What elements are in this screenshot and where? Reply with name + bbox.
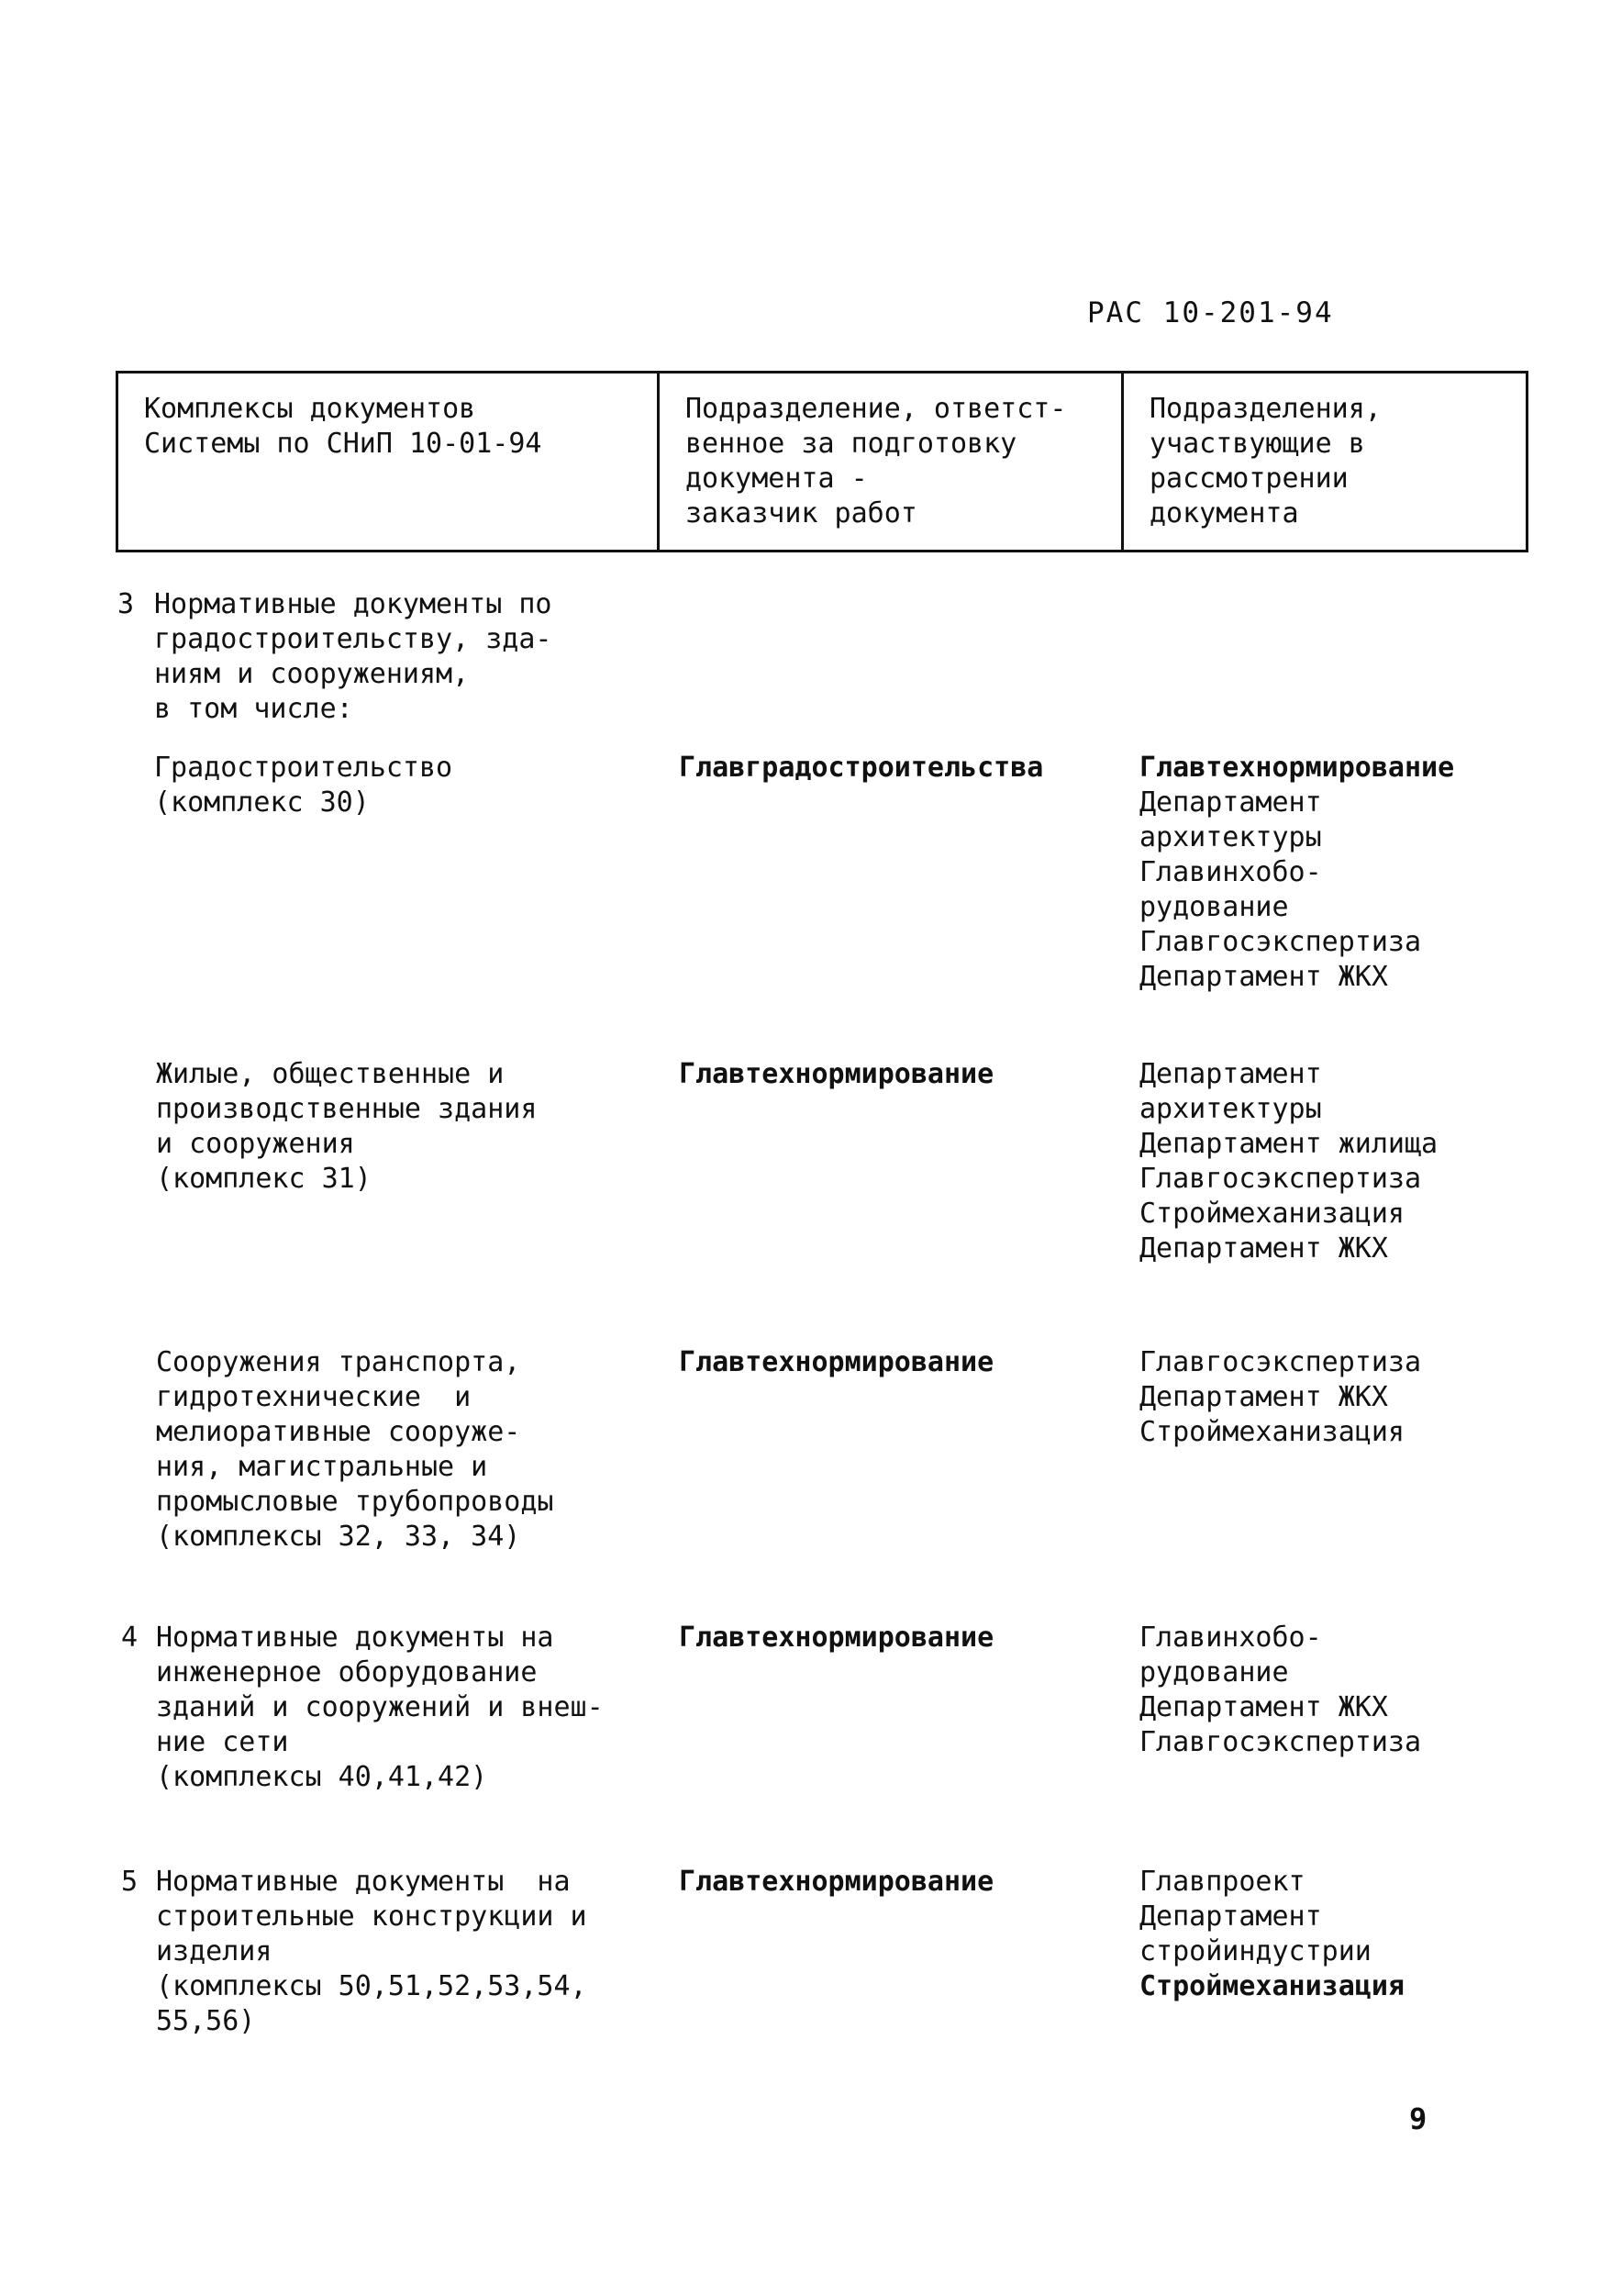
header-text: Комплексы документов <box>144 393 476 425</box>
header-text: Подразделение, ответст- <box>685 393 1067 425</box>
text-line: Главтехнормирование <box>679 1622 994 1654</box>
text-line: (комплексы 40,41,42) <box>156 1761 488 1793</box>
text-line: Департамент ЖКХ <box>1139 961 1388 993</box>
text-line: гидротехнические и <box>156 1381 472 1413</box>
participating-units <box>1139 1057 1561 1266</box>
text-line: стройиндустрии <box>1139 1935 1372 1967</box>
text-line: Главинхобо- <box>1139 1622 1322 1654</box>
text-line: Главтехнормирование <box>679 1866 994 1898</box>
text-line: Главградостроительства <box>679 752 1044 784</box>
text-line: Главгосэкспертиза <box>1139 1726 1422 1758</box>
participating-units <box>1139 1345 1561 1450</box>
participating-units <box>1139 751 1561 995</box>
text-line: архитектуры <box>1139 1093 1322 1125</box>
text-line: производственные здания <box>156 1093 538 1125</box>
header-text: Системы по СНиП 10-01-94 <box>144 428 542 460</box>
text-line: и сооружения <box>156 1128 355 1160</box>
header-text: документа <box>1150 497 1299 529</box>
participating-units <box>1139 1621 1561 1760</box>
text-line: Главтехнормирование <box>679 1346 994 1378</box>
page-number: 9 <box>1409 2101 1428 2136</box>
header-text: документа - <box>685 463 868 495</box>
text-line: рудование <box>1139 891 1289 923</box>
text-line: Сооружения транспорта, <box>156 1346 521 1378</box>
text-line: градостроительству, зда- <box>154 623 552 655</box>
participating-units <box>1139 1865 1561 2004</box>
complex-description <box>154 587 668 727</box>
text-line: (комплекс 31) <box>156 1163 372 1195</box>
text-line: строительные конструкции и <box>156 1900 587 1933</box>
text-line: Департамент ЖКХ <box>1139 1232 1388 1265</box>
text-line: Департамент ЖКХ <box>1139 1691 1388 1723</box>
text-line: изделия <box>156 1935 272 1967</box>
responsible-unit <box>679 1865 1138 1900</box>
document-code: РАС 10-201-94 <box>1087 296 1334 329</box>
complex-description <box>156 1345 670 1555</box>
header-text: венное за подготовку <box>685 428 1017 460</box>
text-line: в том числе: <box>154 693 353 725</box>
text-line: (комплексы 32, 33, 34) <box>156 1521 521 1553</box>
header-text: участвующие в <box>1150 428 1365 460</box>
text-line: инженерное оборудование <box>156 1656 538 1689</box>
text-line: Нормативные документы на <box>156 1866 571 1898</box>
text-line: Главгосэкспертиза <box>1139 1163 1422 1195</box>
text-line: мелиоративные сооруже- <box>156 1416 521 1448</box>
header-cell-responsible-unit <box>660 373 1124 550</box>
row-number: 4 <box>121 1622 139 1654</box>
text-line: Строймеханизация <box>1139 1198 1405 1230</box>
header-text: Подразделения, <box>1150 393 1382 425</box>
header-cell-document-complexes <box>118 373 660 550</box>
header-text: заказчик работ <box>685 497 917 529</box>
text-line: (комплекс 30) <box>154 786 370 819</box>
text-line: Главгосэкспертиза <box>1139 1346 1422 1378</box>
text-line: Нормативные документы на <box>156 1622 554 1654</box>
header-text: рассмотрении <box>1150 463 1349 495</box>
complex-description <box>156 1057 670 1197</box>
text-line: 55,56) <box>156 2005 256 2037</box>
text-line: (комплексы 50,51,52,53,54, <box>156 1970 587 2002</box>
text-line: Департамент жилища <box>1139 1128 1439 1160</box>
complex-description <box>154 751 668 820</box>
text-line: рудование <box>1139 1656 1289 1689</box>
responsible-unit <box>679 1345 1138 1380</box>
text-line: ние сети <box>156 1726 289 1758</box>
responsible-unit <box>679 1057 1138 1092</box>
text-line: ниям и сооружениям, <box>154 658 470 690</box>
text-line: Строймеханизация <box>1139 1416 1405 1448</box>
header-table <box>116 371 1528 552</box>
text-line: Департамент <box>1139 1058 1322 1090</box>
text-line: Строймеханизация <box>1139 1970 1405 2002</box>
text-line: промысловые трубопроводы <box>156 1486 554 1518</box>
responsible-unit <box>679 751 1138 786</box>
text-line: Главтехнормирование <box>679 1058 994 1090</box>
text-line: Жилые, общественные и <box>156 1058 505 1090</box>
text-line: Департамент <box>1139 1900 1322 1933</box>
complex-description <box>156 1621 670 1795</box>
row-number: 5 <box>121 1866 139 1898</box>
text-line: Нормативные документы по <box>154 588 552 620</box>
text-line: Главгосэкспертиза <box>1139 926 1422 958</box>
text-line: Департамент <box>1139 786 1322 819</box>
text-line: Главпроект <box>1139 1866 1305 1898</box>
row-number: 3 <box>117 588 135 620</box>
text-line: Департамент ЖКХ <box>1139 1381 1388 1413</box>
text-line: зданий и сооружений и внеш- <box>156 1691 604 1723</box>
text-line: ния, магистральные и <box>156 1451 488 1483</box>
text-line: архитектуры <box>1139 821 1322 853</box>
complex-description <box>156 1865 670 2039</box>
responsible-unit <box>679 1621 1138 1655</box>
text-line: Главтехнормирование <box>1139 752 1455 784</box>
text-line: Градостроительство <box>154 752 453 784</box>
text-line: Главинхобо- <box>1139 856 1322 888</box>
header-cell-participating-units <box>1124 373 1526 550</box>
